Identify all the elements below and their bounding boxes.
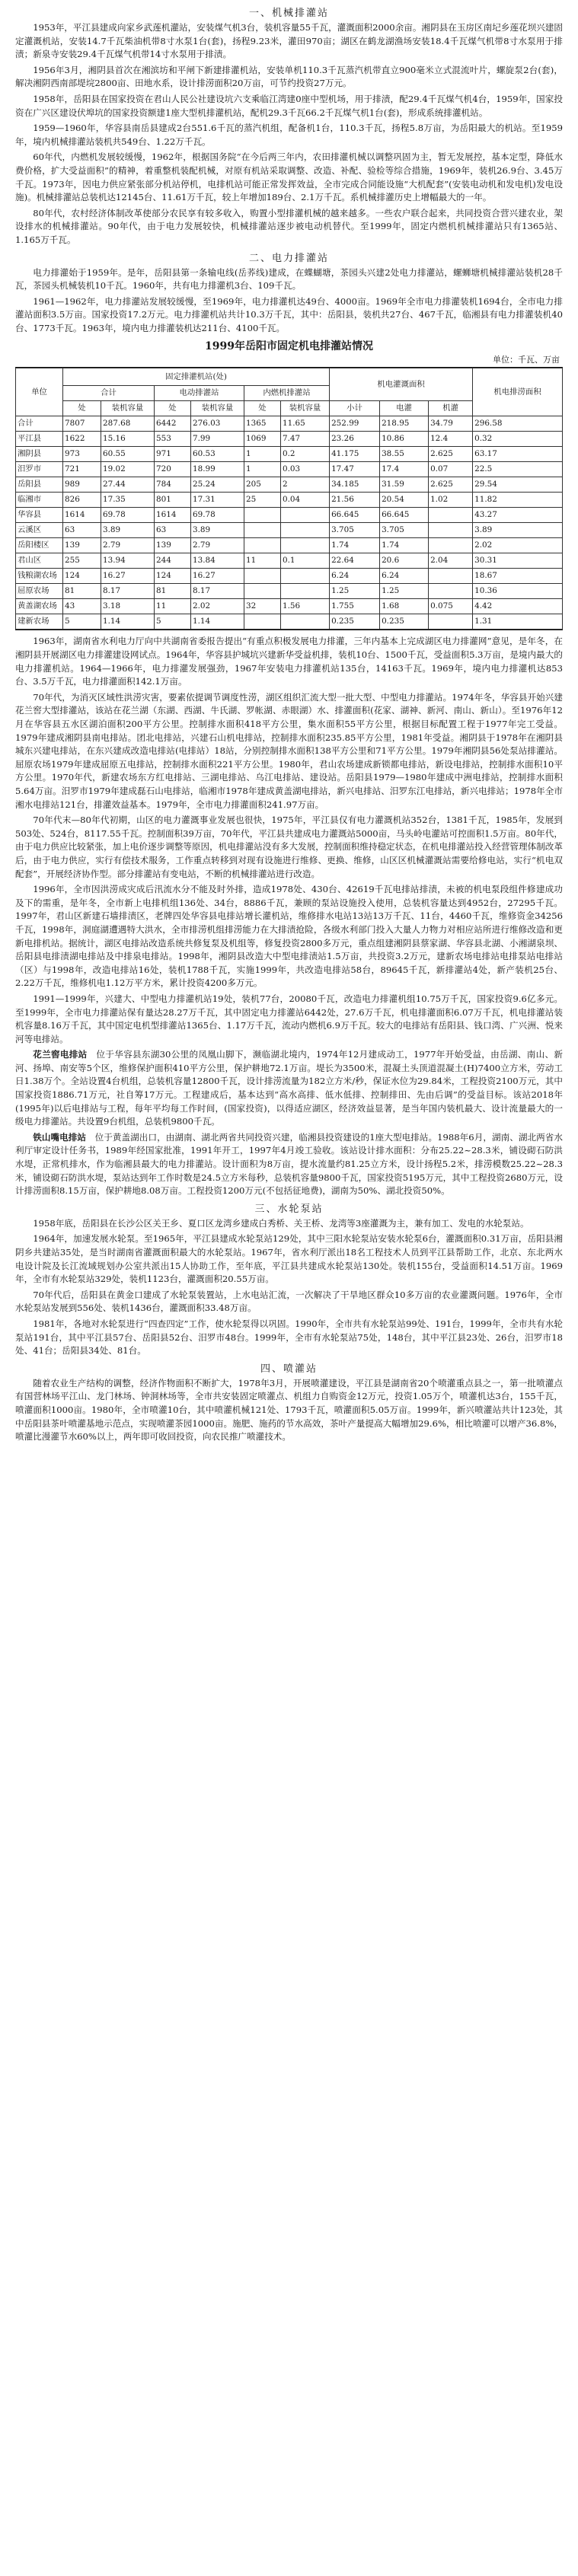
table-cell <box>244 538 281 553</box>
table-row <box>16 614 563 630</box>
table-cell: 43 <box>63 599 101 614</box>
header-electric-irrigation: 电灌 <box>380 401 429 416</box>
table-cell: 971 <box>155 447 191 462</box>
stations-table <box>15 367 563 630</box>
table-row <box>16 523 563 538</box>
header-unit: 单位 <box>16 368 63 416</box>
header-count: 处 <box>244 401 281 416</box>
table-cell: 12.4 <box>429 432 473 447</box>
table-cell: 5 <box>155 614 191 630</box>
table-cell: 5 <box>63 614 101 630</box>
table-cell <box>281 523 330 538</box>
table-cell: 34.79 <box>429 416 473 432</box>
table-cell <box>244 508 281 523</box>
row-label: 云溪区 <box>16 523 63 538</box>
table-cell: 3.705 <box>330 523 380 538</box>
row-label: 合计 <box>16 416 63 432</box>
table-cell: 3.89 <box>191 523 244 538</box>
table-cell: 22.64 <box>330 553 380 569</box>
row-label: 黄盖湖农场 <box>16 599 63 614</box>
table-cell: 2.02 <box>191 599 244 614</box>
table-cell: 16.27 <box>191 569 244 584</box>
table-cell: 1.68 <box>380 599 429 614</box>
table-cell: 17.35 <box>101 493 155 508</box>
table-cell: 1.25 <box>380 584 429 599</box>
table-cell: 1.02 <box>429 493 473 508</box>
table-cell <box>281 614 330 630</box>
table-cell: 30.31 <box>473 553 563 569</box>
table-cell: 10.86 <box>380 432 429 447</box>
table-cell: 34.185 <box>330 477 380 493</box>
table-cell: 13.94 <box>101 553 155 569</box>
table-cell <box>281 538 330 553</box>
table-cell: 20.54 <box>380 493 429 508</box>
header-capacity: 装机容量 <box>191 401 244 416</box>
table-cell: 139 <box>63 538 101 553</box>
paragraph: 1961—1962年，电力排灌站发展较缓慢，至1969年，电力排灌机达49台、4000亩。1969年全市电力排灌装机1694台，全市电力排灌站面积3.5万亩。国家投资17.2万元。电力排灌机站共计10.3万千瓦，其中：岳阳县，装机共27台、467千瓦，临湘县有电力排灌装机40台、1773千瓦。1963年，境内电力排灌装机达211台、4100千瓦。 <box>15 295 563 333</box>
paragraph: 1964年，加速发展水轮泵。至1965年，平江县建成水轮泵站129处，其中三阳水轮泵站安装水轮泵6台，灌溉面积0.31万亩，岳阳县湘阴乡共建站35处，是当时湖南省灌溉面积最大的水轮泵站。1967年，省水利厅派出18名工程技术人员到平江县帮助工作，北京、东北两水电设计院及长江流域规划办公室共派出15人协助工作，至年底，平江县共建成水轮泵站130处。装机155台，受益面积14.51万亩。1969年，全市有水轮泵站329处，装机1123台，灌溉面积20.55万亩。 <box>15 1233 563 1285</box>
table-cell: 3.89 <box>101 523 155 538</box>
table-cell: 2.625 <box>429 447 473 462</box>
table-cell: 11.65 <box>281 416 330 432</box>
section-title-water-turbine: 三、水轮泵站 <box>254 1203 324 1215</box>
row-label: 华容县 <box>16 508 63 523</box>
table-cell: 255 <box>63 553 101 569</box>
paragraph: 70年代，为消灭区域性洪涝灾害，要素依提调节调度性涝，湖区组织汇流大型一批大型、中型电力排灌站。1974年冬，华容县开始兴建花兰窖大型排灌站，该站在花兰湖（东湖、西湖、牛氏湖、罗帐湖、赤眼湖）水、排灌面积(花家、湖神、新河、南山、新山）。至1976年12月在华容县五水区湖泊面积200平方公里。控制排水面积418平方公里，集水面积55平方公里，根据目标配置工程于1977年完工受益。1979年建成湘阴县南电排站。团北电排站，兴建石山机电排站，控制排水面积235.85平方公里，1981年受益。湘阴县于1978年在湘阴县城东兴建电排站，在东兴建成改造电排站(电排站）18站，分别控制排水面积138平方公里和71平方公里。1979年湘阴县56处泵站排灌站。屈原农场1979年建成屈原五电排站，控制排水面积221平方公里。1980年，君山农场建成新锁都电排站，新设电排站，控制排水面积10平方公里。1970年代，新建农场东方红电排站、三湖电排站、乌江电排站、建设站。岳阳县1979—1980年建成中洲电排站，控制排水面积5.64万亩。汨罗市1979年建成磊石山电排站，临湘市1978年建成黄盖湖电排站，新兴电排站、汨罗东江电排站，新兴电排站；1978年全市湘水电排站121台，排灌效益基本。1979年，全市电力排灌面积241.97万亩。 <box>15 691 563 810</box>
paragraph-text: 位于华容县东湖30公里的凤凰山脚下，濒临湖北境内，1974年12月建成动工，1977年开始受益，由岳湖、南山、新河、扬埠、南安等5个区，维修保护面积410平方公里，保护耕地72.1万亩。堤长为3500米，混凝土头顶道混凝土(H)7400立方米，劳动工日1.38万个。全站设置4台机组，总装机容量12800千瓦，设计排涝流量为182立方米/秒，保证水位为29.84米，工程投资2100万元，其中国家投资1886.71万元，社自筹17万元。工程建成后，基本达到“高水高排、低水低排、控制排田、先由后调”的受益目标。该站2018年(1995年)以后电排站与工程，每年平均每工作时间，(国家投资)，以得适应湖区，经济效益显著，是当年国内装机最大、设计流量最大的一级电力排灌站。共设置9台机组，总装机9800千瓦。 <box>15 1049 563 1127</box>
table-cell: 0.235 <box>380 614 429 630</box>
paragraph: 电力排灌始于1959年。是年，岳阳县第一条输电线(岳荞线)建成，在蝶蝴塘，茶园头兴建2处电力排灌站，螺蛳塘机械排灌站装机28千瓦，茶园头机械装机10千瓦。1960年，共有电力排灌机3台、109千瓦。 <box>15 266 563 292</box>
table-cell: 7807 <box>63 416 101 432</box>
table-cell <box>281 584 330 599</box>
table-cell: 0.04 <box>281 493 330 508</box>
table-row <box>16 432 563 447</box>
table-cell: 1.755 <box>330 599 380 614</box>
paragraph: 1958年底，岳阳县在长沙公区关王乡、夏口区龙湾乡建成白秀桥、关王桥、龙湾等3座灌溉为主，兼有加工、发电的水轮泵站。 <box>33 1217 529 1229</box>
table-cell: 2.02 <box>473 538 563 553</box>
table-cell: 13.84 <box>191 553 244 569</box>
table-cell: 1069 <box>244 432 281 447</box>
table-cell: 41.175 <box>330 447 380 462</box>
table-cell: 43.27 <box>473 508 563 523</box>
section-title-electric-stations: 二、电力排灌站 <box>248 252 329 264</box>
table-cell <box>244 584 281 599</box>
table-cell: 0.1 <box>281 553 330 569</box>
paragraph: 随着农业生产结构的调整，经济作物面积不断扩大，1978年3月，开展喷灌建设，平江县是湖南省20个喷灌重点县之一，第一批喷灌点有国营林场平江山、龙门林场、钟洞林场等，全市共安装固定喷灌点、机组力自购资金12万元，投资1.05万个，喷灌机达3台，155千瓦，喷灌面积1000亩。1980年，全市喷灌10台，其中喷灌机械121处、1793千瓦，喷灌面积5.05万亩。1999年，新兴喷灌站共计123处，其中岳阳县茶叶喷灌基地示范点，实现喷灌茶园1000亩。施肥、施药的节水高效，茶叶产量提高大幅增加29.6%，相比喷灌可以增产36.8%，喷灌比漫灌节水60%以上，两年即可收回投资，向农民推广喷灌技术。 <box>15 1377 563 1443</box>
table-row <box>16 599 563 614</box>
section-title-sprinkler: 四、喷灌站 <box>260 1363 318 1375</box>
table-cell: 11 <box>244 553 281 569</box>
header-capacity: 装机容量 <box>101 401 155 416</box>
header-subtotal: 小计 <box>330 401 380 416</box>
table-cell <box>429 614 473 630</box>
table-row <box>16 447 563 462</box>
table-cell <box>429 584 473 599</box>
table-cell <box>429 508 473 523</box>
row-label: 平江县 <box>16 432 63 447</box>
table-row <box>16 462 563 477</box>
term-tieshan-station: 铁山嘴电排站 <box>33 1131 86 1143</box>
table-cell: 4.42 <box>473 599 563 614</box>
row-label: 君山区 <box>16 553 63 569</box>
table-cell: 124 <box>155 569 191 584</box>
table-cell: 27.44 <box>101 477 155 493</box>
table-row <box>16 553 563 569</box>
paragraph: 1991—1999年，兴建大、中型电力排灌机站19处，装机77台，20080千瓦，改造电力排灌机组10.75万千瓦，国家投资9.6亿多元。至1999年，全市电力排灌站保有量达28.27万千瓦，其中固定电力排灌站6442处，27.6万千瓦，机电排灌面积6.07万千瓦，机电排灌站装机容量8.16万千瓦，其中国定电机型排灌站1365台、1.17万千瓦，流动内燃机6.9万千瓦。较大的电排站有岳阳县、钱口湾、广兴洲、悦来河等电排站。 <box>15 993 563 1044</box>
table-cell: 252.99 <box>330 416 380 432</box>
paragraph: 1981年，各地对水轮泵进行“四查四定”工作，使水轮泵得以巩固。1990年，全市共有水轮泵站99处、191台，1999年，全市共有水轮泵站191台，其中平江县57台、岳阳县52台、汨罗市48台。1999年，全市有水轮泵站75处，148台，其中平江县23处、26台，汨罗市18处、41台；岳阳县34处、81台。 <box>15 1318 563 1357</box>
paragraph: 1956年3月，湘阴县首次在湘滨坊和平闸下新建排灌机站，安装单机110.3千瓦蒸汽机带直立900毫米立式混流叶片，螺旋泵2台(套)，解决湘阴西南部堤垸2800亩、田地水系，设计排涝面积20万亩，可节约投资27万元。 <box>15 64 563 89</box>
header-mechanical-irrigation: 机灌 <box>429 401 473 416</box>
table-cell: 32 <box>244 599 281 614</box>
table-cell: 23.26 <box>330 432 380 447</box>
table-cell: 553 <box>155 432 191 447</box>
table-cell: 2 <box>281 477 330 493</box>
table-cell: 3.89 <box>473 523 563 538</box>
table-cell: 69.78 <box>191 508 244 523</box>
table-cell: 8.17 <box>191 584 244 599</box>
table-cell: 218.95 <box>380 416 429 432</box>
paragraph-huarong-station <box>15 1048 563 1129</box>
table-row <box>16 584 563 599</box>
table-cell: 10.36 <box>473 584 563 599</box>
paragraph: 1996年，全市因洪涝成灾成后汛流水分不能及时外排，造成1978处、430台、42619千瓦电排站排渍，未被的机电泵段组件修建成功及下的需重，是年冬，全市新上电排机组136处、34台，8886千瓦，兼顾的泵站设施投入使用，总装机容量达到4952台，27295千瓦。1997年，君山区新建石墙排渍区，老牌四处华容县电排站增长灌机站，维修排水电站13站13万千瓦、11台，4460千瓦，维修资金34256千瓦，1998年，洞庭湖遭遇特大洪水，全市排涝机组排涝能力在大排渍抢险，各级水利部门投入大量人力物力对相应站所进行维修改造和更新电排机站。据统计，湖区电排站改造系统共修复泵及机组等，修复投资2800多万元，重点组建湘阴县蔡家湖、华容县北湖、小湘湖泉坝、岳阳县电排渍湖电排站及中排泉电排站。1998年，湘阴县改造大中型电排渍站1.5万亩，共投资3.2万元，建新农场电排站电排泵站电排站（区）与1998年，改造电排站16处，装机1788千瓦，实施1999年，共改造电排站58台，89645千瓦，新排灌站4处，新产装机25台、2.22万千瓦，维修机电1.12万平方米，累计投资4200多万元。 <box>15 884 563 989</box>
table-row <box>16 416 563 432</box>
header-capacity: 装机容量 <box>281 401 330 416</box>
table-cell: 29.54 <box>473 477 563 493</box>
table-cell: 0.03 <box>281 462 330 477</box>
table-cell: 60.55 <box>101 447 155 462</box>
table-cell: 124 <box>63 569 101 584</box>
table-cell <box>429 523 473 538</box>
table-cell: 15.16 <box>101 432 155 447</box>
table-cell: 989 <box>63 477 101 493</box>
table-cell: 0.075 <box>429 599 473 614</box>
table-cell <box>281 508 330 523</box>
table-cell: 973 <box>63 447 101 462</box>
table-cell: 81 <box>63 584 101 599</box>
table-cell: 1 <box>244 462 281 477</box>
paragraph: 70年代末—80年代初期，山区的电力灌溉事业发展也很快，1975年，平江县仅有电力灌溉机站352台，1381千瓦，1985年，发展到503处、524台，8117.55千瓦。控制面积39万亩，70年代，平江县共建成电力灌溉站5000亩，马头岭电灌站可控面积1.5万亩。80年代，由于电力供应比较紧张，加上电价逐步调整等原因，机电排灌站没有多大发展，控制面积维持稳定状态，在机电排灌站投入经营管理体制改革后，由于电力供应，实行有偿技术服务，工作重点转移到对现有设施进行维修、更换、维修，山区区机械灌溉站需要给修电站，实行“机电双配套”，开展经济协作型。部分排灌站有变电站，不断的机械排灌站进行改造。 <box>15 815 563 879</box>
row-label: 临湘市 <box>16 493 63 508</box>
table-cell: 2.04 <box>429 553 473 569</box>
paragraph: 70年代后，岳阳县在黄金口建成了水轮泵装置站，上水电站汇流，一次解决了干旱地区群众10多万亩的农业灌溉问题。1976年，全市水轮泵站发展到556处、装机1436台，灌溉面积33.48万亩。 <box>15 1289 563 1314</box>
table-cell: 276.03 <box>191 416 244 432</box>
header-total: 合计 <box>63 386 155 401</box>
table-cell: 17.31 <box>191 493 244 508</box>
paragraph-tieshan-station <box>15 1131 563 1198</box>
table-cell: 1614 <box>63 508 101 523</box>
row-label: 岳阳县 <box>16 477 63 493</box>
table-cell: 66.645 <box>380 508 429 523</box>
table-cell: 20.6 <box>380 553 429 569</box>
table-cell: 1614 <box>155 508 191 523</box>
table-cell: 22.5 <box>473 462 563 477</box>
paragraph: 1958年，岳阳县在国家投资在君山人民公社建设坑六支乘临江湾建0座中型机场，用于排渍，配29.4千瓦煤气机4台，1959年，国家投资在广兴区建设伏埠坑的国家投资额建1座大型机排灌机站，配机29.3千瓦66.2千瓦煤气机1台(套)，形成系统排灌机站。 <box>15 93 563 118</box>
document-page <box>15 0 563 2576</box>
header-electric: 电动排灌站 <box>155 386 244 401</box>
row-label: 岳阳楼区 <box>16 538 63 553</box>
table-cell: 3.705 <box>380 523 429 538</box>
table-row <box>16 538 563 553</box>
header-count: 处 <box>155 401 191 416</box>
section-title-mechanical-stations: 一、机械排灌站 <box>248 8 329 19</box>
paragraph: 80年代，农村经济体制改革使部分农民享有较多收入，购置小型排灌机械的越来越多。一些农户联合起来，共同投资合营兴建农业，架设排水的机械排灌站。90年代，由于电力发展较快，机械排灌站逐步被电动机替代。至1999年，固定内燃机机械排灌站只有1365站、1.165万千瓦。 <box>15 207 563 245</box>
table-cell: 81 <box>155 584 191 599</box>
table-cell: 25.24 <box>191 477 244 493</box>
table-cell: 18.67 <box>473 569 563 584</box>
table-cell: 1.31 <box>473 614 563 630</box>
table-cell: 296.58 <box>473 416 563 432</box>
table-row <box>16 493 563 508</box>
table-cell <box>244 569 281 584</box>
table-cell: 139 <box>155 538 191 553</box>
table-cell: 2.79 <box>191 538 244 553</box>
table-cell: 3.18 <box>101 599 155 614</box>
table-cell: 2.79 <box>101 538 155 553</box>
row-label: 钱粮湖农场 <box>16 569 63 584</box>
table-cell <box>244 523 281 538</box>
table-row <box>16 477 563 493</box>
table-cell: 66.645 <box>330 508 380 523</box>
table-cell <box>244 614 281 630</box>
table-cell: 16.27 <box>101 569 155 584</box>
table-unit: 单位：千瓦、万亩 <box>493 355 560 365</box>
table-cell: 244 <box>155 553 191 569</box>
table-cell: 8.17 <box>101 584 155 599</box>
table-cell: 287.68 <box>101 416 155 432</box>
table-cell: 205 <box>244 477 281 493</box>
table-cell: 31.59 <box>380 477 429 493</box>
table-caption: 1999年岳阳市固定机电排灌站情况 <box>205 340 373 353</box>
table-cell: 1365 <box>244 416 281 432</box>
table-cell: 1.25 <box>330 584 380 599</box>
row-label: 屈原农场 <box>16 584 63 599</box>
header-count: 处 <box>63 401 101 416</box>
table-cell: 784 <box>155 477 191 493</box>
table-cell: 1.74 <box>330 538 380 553</box>
table-cell: 0.2 <box>281 447 330 462</box>
table-cell: 1.74 <box>380 538 429 553</box>
table-cell: 11 <box>155 599 191 614</box>
table-cell: 69.78 <box>101 508 155 523</box>
paragraph-text: 位于黄盖湖出口，由湖南、湖北两省共同投资兴建，临湘县投资建设的1座大型电排站。1988年6月，湖南、湖北两省水利厅审定设计任务书，1989年经国家批准，1991年开工，1997年4月竣工验收。该站设计排水面积：分布25.22~28.3米，铺设砌石防洪水堤，正常机排水，作为临湘县最大的电力排灌站。设计面积为8万亩，提水流量约81.25立方米，设计扬程5.2米，排涝模数25.22~28.3米，铺设砌石防洪水堤，泵站达到年工作时数是24.5立方米每秒，总装机容量9800千瓦，国家投资5195万元，其中工程投资2680万元，设计排涝面积8.15万亩，保护耕地8.08万亩。工程投资1200万元(不包括征地费)，湖南为50%、湖北投资50%。 <box>15 1131 563 1197</box>
table-cell: 1.14 <box>191 614 244 630</box>
table-cell: 721 <box>63 462 101 477</box>
table-cell: 63.17 <box>473 447 563 462</box>
table-cell: 21.56 <box>330 493 380 508</box>
table-cell: 826 <box>63 493 101 508</box>
table-cell: 17.4 <box>380 462 429 477</box>
table-cell: 6442 <box>155 416 191 432</box>
table-cell: 1.14 <box>101 614 155 630</box>
header-irrigation-area: 机电灌溉面积 <box>330 368 473 401</box>
table-cell: 7.99 <box>191 432 244 447</box>
table-row <box>16 569 563 584</box>
table-cell: 17.47 <box>330 462 380 477</box>
row-label: 建新农场 <box>16 614 63 630</box>
table-cell: 720 <box>155 462 191 477</box>
table-cell: 801 <box>155 493 191 508</box>
table-cell: 60.53 <box>191 447 244 462</box>
table-cell: 38.55 <box>380 447 429 462</box>
table-cell <box>429 538 473 553</box>
paragraph: 1959—1960年，华容县南岳县建成2台551.6千瓦的蒸汽机组，配备机1台，110.3千瓦，扬程5.8万亩，为岳阳最大的机站。至1959年，境内机械排灌站装机共549台、1.22万千瓦。 <box>15 123 563 147</box>
table-cell: 1622 <box>63 432 101 447</box>
row-label: 湘阴县 <box>16 447 63 462</box>
table-cell <box>281 569 330 584</box>
table-cell: 18.99 <box>191 462 244 477</box>
paragraph: 60年代，内燃机发展较缓慢，1962年，根据国务院“在今后两三年内，农田排灌机械以调整巩固为主，暂无发展控，基本定型，降低水费价格，扩大受益面积”的精神，着重整机装配机械，对原有机站采取调整、改造、补配、验检等综合措施，1969年，装机26.9台、3.45万千瓦。1973年，因电力供应紧张部分机站停机，电排机站可能正常发挥效益，全市完成合同能设施“大机配套”(安装电动机和发电机)发电设施)。机械排灌站总装机达12145台、11.61万千瓦，较上年增加189台、2.1万千瓦。系机械排灌历史上增幅最大的一年。 <box>15 151 563 203</box>
table-cell: 0.235 <box>330 614 380 630</box>
table-row <box>16 508 563 523</box>
table-cell: 6.24 <box>380 569 429 584</box>
row-label: 汨罗市 <box>16 462 63 477</box>
header-drainage-area: 机电排涝面积 <box>473 368 563 416</box>
paragraph: 1963年，湖南省水利电力厅向中共湖南省委报告提出“有重点积极发展电力排灌，三年内基本上完成湖区电力排灌网”意见，是年冬，在湘阴县开展湖区电力排灌建设网试点。1964年，华容县护城坑兴建新华受益机排，装机10台、1500千瓦，受益面积5.3万亩，是境内最大的电力排灌机站。1964—1966年，电力排灌发展强劲，1967年安装电力排灌机站135台，14163千瓦。1969年，境内电力排灌机达853台、3.5万千瓦，电力排灌面积142.1万亩。 <box>15 636 563 687</box>
header-diesel: 内燃机排灌站 <box>244 386 330 401</box>
table-cell: 25 <box>244 493 281 508</box>
table-cell: 63 <box>63 523 101 538</box>
table-cell: 7.47 <box>281 432 330 447</box>
table-cell: 0.32 <box>473 432 563 447</box>
term-huarong-station: 花兰窖电排站 <box>33 1049 88 1060</box>
table-cell: 1.56 <box>281 599 330 614</box>
table-cell: 19.02 <box>101 462 155 477</box>
table-cell: 0.07 <box>429 462 473 477</box>
header-fixed-stations: 固定排灌机站(处) <box>63 368 330 386</box>
table-cell: 2.625 <box>429 477 473 493</box>
table-cell <box>429 569 473 584</box>
table-cell: 63 <box>155 523 191 538</box>
paragraph: 1953年，平江县建成向家乡武莲机灌站，安装煤气机3台，装机容量55千瓦，灌溉面积2000余亩。湘阴县在玉房区南圮乡莲花坝兴建固定灌溉机站，安装14.7千瓦柴油机带8寸水泵1台(套)，扬程9.23米，灌田970亩；湖区在鹤龙湖渔场安装18.4千瓦煤气机带8寸水泵用于排渍；新泉寺安装29.4千瓦煤气机带14寸水泵用于排渍。 <box>15 22 563 60</box>
table-cell: 1 <box>244 447 281 462</box>
table-cell: 6.24 <box>330 569 380 584</box>
table-cell: 11.82 <box>473 493 563 508</box>
